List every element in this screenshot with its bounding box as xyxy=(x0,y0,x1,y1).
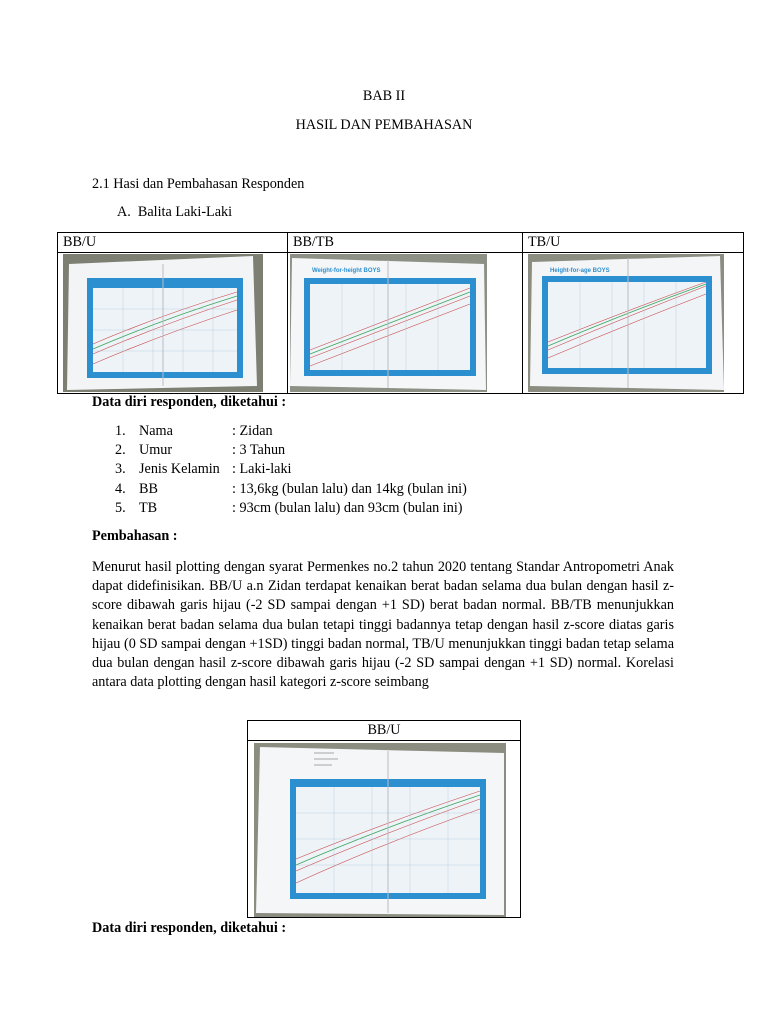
list-item: 5. TB : 93cm (bulan lalu) dan 93cm (bulan ini) xyxy=(115,499,463,516)
photo-cell-bbu xyxy=(58,253,288,394)
list-item: 1. Nama : Zidan xyxy=(115,423,273,439)
list-item: 2. Umur : 3 Tahun xyxy=(115,442,286,459)
subsection-heading: A. Balita Laki-Laki xyxy=(117,204,233,220)
photo-table xyxy=(57,232,744,394)
photo-cell-bbu-2 xyxy=(248,741,521,918)
photo-bbu-chart xyxy=(63,254,263,392)
respondent-heading-1: Data diri responden, diketahui : xyxy=(92,394,287,410)
header-bbu-2: BB/U xyxy=(248,721,521,741)
photo-bbu-chart-2 xyxy=(254,743,506,917)
second-photo-table xyxy=(247,720,521,918)
chart-title-tbu: Height-for-age BOYS xyxy=(550,268,610,274)
list-item: 3. Jenis Kelamin : Laki-laki xyxy=(115,461,292,478)
chapter-title: BAB II xyxy=(362,88,406,104)
header-tbu: TB/U xyxy=(523,233,744,253)
photo-cell-bbtb xyxy=(288,253,523,394)
photo-cell-tbu xyxy=(523,253,744,394)
respondent-heading-2: Data diri responden, diketahui : xyxy=(92,920,287,936)
list-item: 4. BB : 13,6kg (bulan lalu) dan 14kg (bulan ini) xyxy=(115,480,467,497)
header-bbtb: BB/TB xyxy=(288,233,523,253)
photo-tbu-chart xyxy=(528,254,724,392)
discussion-heading: Pembahasan : xyxy=(92,528,178,544)
section-heading: 2.1 Hasi dan Pembahasan Responden xyxy=(92,176,305,192)
header-bbu: BB/U xyxy=(58,233,288,253)
chapter-subtitle: HASIL DAN PEMBAHASAN xyxy=(295,117,473,133)
photo-bbtb-chart xyxy=(290,254,487,392)
discussion-paragraph: Menurut hasil plotting dengan syarat Permenkes no.2 tahun 2020 tentang Standar Antropometri Anak dapat didefinisikan. BB/U a.n Zidan terdapat kenaikan berat badan selama dua bulan dengan hasil z-score dibawah garis hijau (-2 SD sampai dengan +1 SD) berat badan normal. BB/TB menunjukkan kenaikan berat badan selama dua bulan tetapi tinggi badannya tetap dengan hasil z-score diatas garis hijau (0 SD sampai dengan +1SD) tinggi badan normal, TB/U menunjukkan tinggi badan tetap selama dua bulan dengan hasil z-score dibawah garis hijau (-2 SD sampai dengan +1 SD) normal. Korelasi antara data plotting dengan hasil kategori z-score seimbang xyxy=(92,559,674,691)
chart-title-bbtb: Weight-for-height BOYS xyxy=(312,268,381,274)
respondent-list xyxy=(115,422,467,518)
